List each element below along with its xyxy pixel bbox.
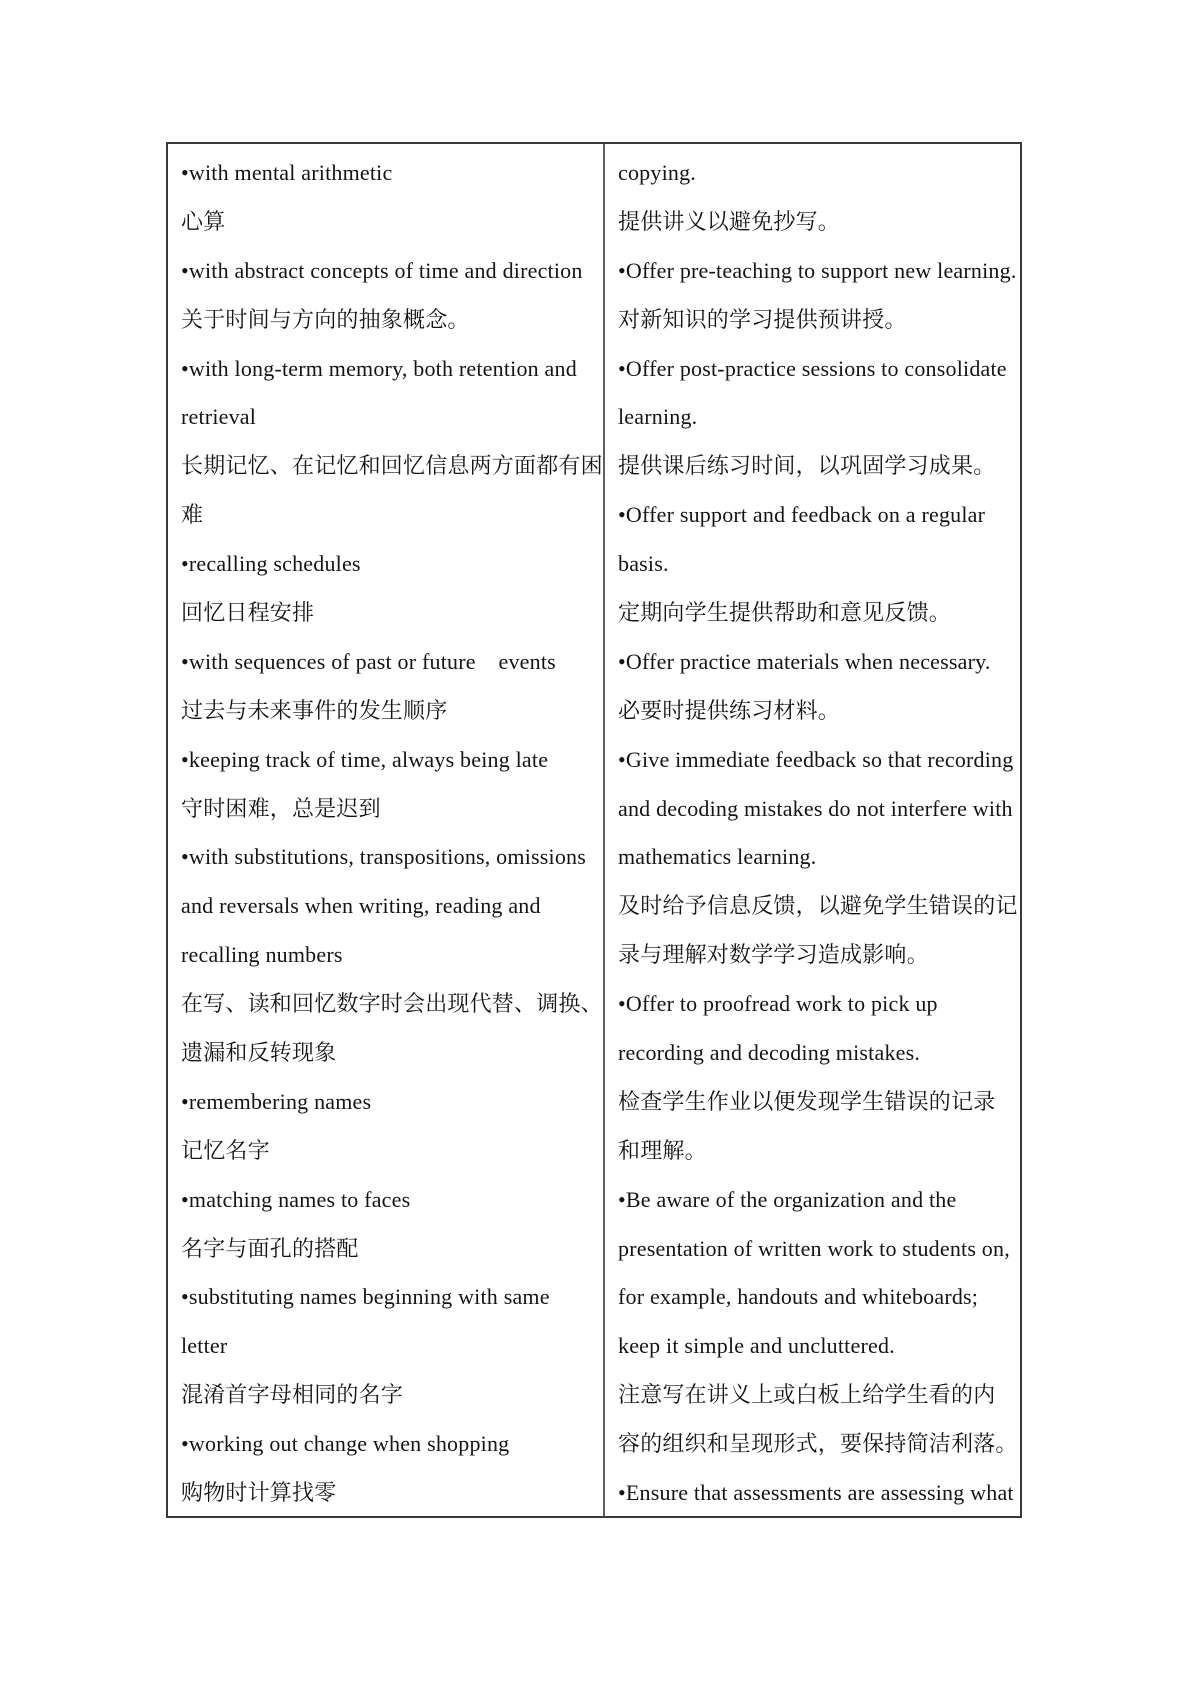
text-line: •with sequences of past or future events	[181, 648, 556, 674]
text-line: •substituting names beginning with same	[181, 1284, 550, 1310]
text-line: keep it simple and uncluttered.	[618, 1333, 895, 1359]
text-line: letter	[181, 1333, 228, 1359]
text-line: 提供课后练习时间，以巩固学习成果。	[618, 453, 996, 479]
text-line: 购物时计算找零	[181, 1480, 337, 1506]
text-line: 混淆首字母相同的名字	[181, 1382, 404, 1408]
text-line: presentation of written work to students on,	[618, 1235, 1010, 1261]
text-line: •working out change when shopping	[181, 1431, 510, 1457]
text-line: 名字与面孔的搭配	[181, 1235, 359, 1261]
text-line: •Offer to proofread work to pick up	[618, 991, 938, 1017]
text-line: 对新知识的学习提供预讲授。	[618, 306, 907, 332]
text-line: 必要时提供练习材料。	[618, 697, 841, 723]
text-line: •with long-term memory, both retention and	[181, 355, 577, 381]
text-line: copying.	[618, 160, 696, 185]
text-line: 守时困难，总是迟到	[181, 795, 381, 821]
text-line: •with abstract concepts of time and direction	[181, 257, 583, 283]
text-line: •Be aware of the organization and the	[618, 1186, 957, 1212]
text-line: 遗漏和反转现象	[181, 1040, 337, 1066]
text-line: •matching names to faces	[181, 1186, 411, 1212]
text-line: 长期记忆、在记忆和回忆信息两方面都有困	[181, 453, 603, 479]
text-line: recording and decoding mistakes.	[618, 1040, 921, 1066]
text-line: 难	[181, 502, 204, 528]
text-line: retrieval	[181, 404, 257, 430]
text-line: learning.	[618, 404, 698, 430]
text-line: 记忆名字	[181, 1137, 270, 1163]
table-cell-difficulties	[168, 144, 605, 1516]
text-line: •Give immediate feedback so that recording	[618, 746, 1014, 772]
text-line: •with mental arithmetic	[181, 160, 393, 185]
text-line: 定期向学生提供帮助和意见反馈。	[618, 600, 952, 626]
text-line: 回忆日程安排	[181, 600, 315, 626]
text-line: 过去与未来事件的发生顺序	[181, 697, 448, 723]
text-line: 关于时间与方向的抽象概念。	[181, 306, 470, 332]
text-line: for example, handouts and whiteboards;	[618, 1284, 979, 1310]
text-line: 录与理解对数学学习造成影响。	[618, 942, 929, 968]
text-line: •keeping track of time, always being late	[181, 746, 549, 772]
text-line: •Offer post-practice sessions to consolidate	[618, 355, 1007, 381]
text-line: 检查学生作业以便发现学生错误的记录	[618, 1088, 996, 1114]
text-line: •Offer pre-teaching to support new learning.	[618, 257, 1017, 283]
text-line: 容的组织和呈现形式，要保持简洁利落。	[618, 1431, 1018, 1457]
text-line: •Ensure that assessments are assessing what	[618, 1480, 1014, 1506]
text-line: •remembering names	[181, 1088, 372, 1114]
text-line: 及时给予信息反馈，以避免学生错误的记	[618, 893, 1018, 919]
text-line: •with substitutions, transpositions, omissions	[181, 844, 587, 870]
text-line: and decoding mistakes do not interfere with	[618, 795, 1013, 821]
table-cell-strategies	[605, 144, 1020, 1516]
text-line: and reversals when writing, reading and	[181, 893, 541, 919]
text-line: 注意写在讲义上或白板上给学生看的内	[618, 1382, 996, 1408]
two-column-table	[166, 142, 1022, 1518]
text-line: recalling numbers	[181, 942, 343, 968]
text-line: 和理解。	[618, 1137, 707, 1163]
text-line: basis.	[618, 551, 669, 577]
text-line: mathematics learning.	[618, 844, 817, 870]
text-line: •Offer practice materials when necessary.	[618, 648, 991, 674]
text-line: 提供讲义以避免抄写。	[618, 208, 841, 234]
text-line: 心算	[181, 208, 226, 234]
text-line: 在写、读和回忆数字时会出现代替、调换、	[181, 991, 603, 1017]
text-line: •Offer support and feedback on a regular	[618, 502, 986, 528]
text-line: •recalling schedules	[181, 551, 361, 577]
